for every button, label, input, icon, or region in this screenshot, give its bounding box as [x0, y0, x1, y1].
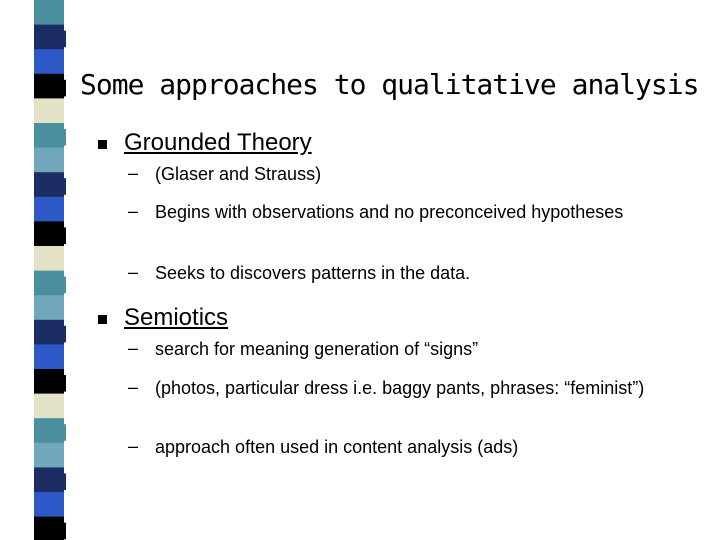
stripe-band	[60, 375, 66, 392]
stripe-band	[34, 49, 64, 74]
stripe-band	[60, 31, 66, 48]
stripe-band	[34, 492, 64, 517]
stripe-band	[60, 129, 66, 146]
stripe-band	[34, 172, 64, 197]
dash-bullet: –	[128, 163, 139, 183]
dash-bullet: –	[128, 377, 139, 397]
stripe-band	[34, 25, 64, 50]
stripe-band	[60, 473, 66, 490]
dash-bullet: –	[128, 201, 139, 221]
stripe-band	[34, 295, 64, 320]
dash-bullet: –	[128, 338, 139, 358]
stripe-band	[34, 344, 64, 369]
slide-title: Some approaches to qualitative analysis	[80, 68, 699, 101]
list-item: approach often used in content analysis (ads)	[155, 437, 519, 457]
list-item: Begins with observations and no preconceived hypotheses	[155, 202, 624, 222]
list-item: (Glaser and Strauss)	[155, 164, 322, 184]
stripe-band	[60, 227, 66, 244]
stripe-band	[34, 517, 64, 540]
stripe-band	[60, 424, 66, 441]
list-item: (photos, particular dress i.e. baggy pants, phrases: “feminist”)	[155, 378, 645, 398]
stripe-band	[34, 418, 64, 443]
stripe-band	[34, 221, 64, 246]
stripe-band	[34, 98, 64, 123]
stripe-band	[34, 369, 64, 394]
stripe-band	[34, 74, 64, 99]
square-bullet-icon	[98, 315, 107, 324]
stripe-band	[34, 197, 64, 222]
stripe-band	[60, 178, 66, 195]
list-item: Seeks to discovers patterns in the data.	[155, 263, 471, 283]
stripe-band	[34, 467, 64, 492]
stripe-band	[34, 123, 64, 148]
stripe-band	[34, 246, 64, 271]
section-heading-semiotics: Semiotics	[124, 304, 229, 331]
stripe-band	[34, 320, 64, 345]
dash-bullet: –	[128, 436, 139, 456]
stripe-band	[34, 394, 64, 419]
stripe-band	[60, 326, 66, 343]
section-heading-grounded-theory: Grounded Theory	[124, 129, 312, 156]
stripe-band	[34, 271, 64, 296]
stripe-band	[60, 80, 66, 97]
stripe-band	[60, 523, 66, 540]
square-bullet-icon	[98, 140, 107, 149]
stripe-band	[60, 277, 66, 294]
dash-bullet: –	[128, 262, 139, 282]
stripe-band	[34, 148, 64, 173]
stripe-band	[34, 0, 64, 25]
stripe-band	[34, 443, 64, 468]
list-item: search for meaning generation of “signs”	[155, 339, 479, 359]
